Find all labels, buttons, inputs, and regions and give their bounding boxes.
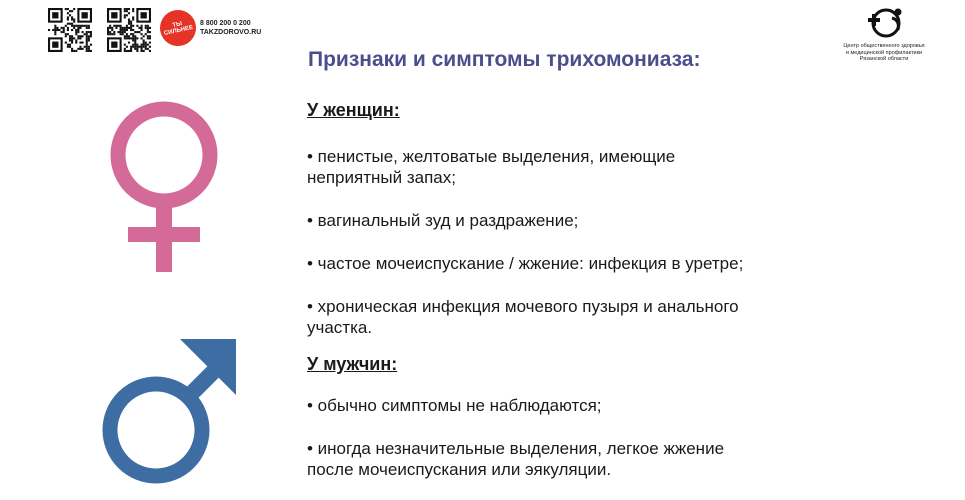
list-item-line: • иногда незначительные выделения, легкое жжение (307, 439, 725, 458)
list-item-line: участка. (307, 318, 373, 337)
promo-phone: 8 800 200 0 200 (200, 20, 251, 27)
page-title: Признаки и симптомы трихомониаза: (308, 48, 701, 71)
qr-code-icon[interactable] (48, 8, 92, 52)
list-item (307, 438, 907, 480)
women-heading: У женщин: (307, 100, 400, 120)
list-item-line: • хроническая инфекция мочевого пузыря и анального (307, 297, 739, 316)
cross-figure-logo-icon (862, 6, 906, 42)
list-item-line: • обычно симптомы не наблюдаются; (307, 396, 602, 415)
list-item (307, 253, 907, 274)
men-heading: У мужчин: (307, 354, 398, 374)
list-item-line: неприятный запах; (307, 168, 456, 187)
promo-site[interactable]: TAKZDOROVO.RU (200, 29, 262, 36)
organization-logo (836, 6, 932, 63)
list-item (307, 296, 907, 338)
list-item-line: после мочеиспускания или эякуляции. (307, 460, 612, 479)
venus-icon (100, 100, 230, 275)
list-item (307, 210, 907, 231)
list-item-line: • пенистые, желтоватые выделения, имеющие (307, 147, 676, 166)
list-item (307, 146, 907, 188)
promo-contacts (200, 19, 261, 37)
symptoms-content (307, 100, 907, 480)
list-item-line: • вагинальный зуд и раздражение; (307, 211, 579, 230)
logo-caption (836, 43, 932, 63)
qr-code-icon[interactable] (107, 8, 151, 52)
list-item-line: • частое мочеиспускание / жжение: инфекция в уретре; (307, 254, 744, 273)
logo-line: Рязанской области (859, 56, 909, 62)
logo-line: Центр общественного здоровья (843, 43, 925, 49)
logo-line: и медицинской профилактики (845, 49, 923, 56)
promo-block (160, 10, 261, 46)
mars-icon (98, 334, 243, 494)
promo-badge: ТЫ СИЛЬНЕЕ (157, 7, 200, 50)
list-item (307, 395, 907, 416)
